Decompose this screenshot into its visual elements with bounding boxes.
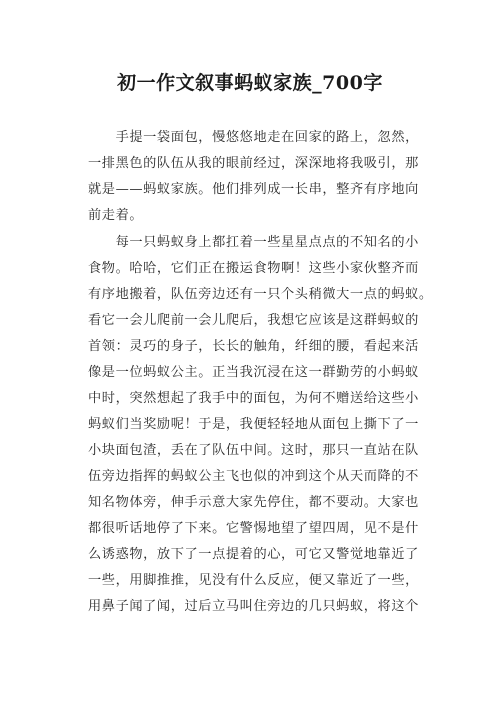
text-line: 中时，突然想起了我手中的面包，为何不赠送给这些小 <box>88 391 419 406</box>
text-line: 每一只蚂蚁身上都扛着一些星星点点的不知名的小 <box>88 235 419 250</box>
text-line: 像是一位蚂蚁公主。正当我沉浸在这一群勤劳的小蚂蚁 <box>88 365 419 380</box>
text-line: 看它一会儿爬前一会儿爬后，我想它应该是这群蚂蚁的 <box>88 313 419 328</box>
text-line: 蚂蚁们当奖励呢！于是，我便轻轻地从面包上撕下了一 <box>88 417 419 432</box>
text-line: 有序地搬着，队伍旁边还有一只个头稍微大一点的蚂蚁。 <box>88 287 433 302</box>
text-line: 食物。哈哈，它们正在搬运食物啊！这些小家伙整齐而 <box>88 261 419 276</box>
text-line: 都很听话地停了下来。它警惕地望了望四周，见不是什 <box>88 521 419 536</box>
text-line: 小块面包渣，丢在了队伍中间。这时，那只一直站在队 <box>88 443 419 458</box>
document-title: 初一作文叙事蚂蚁家族_700字 <box>117 72 383 94</box>
text-line: 一些，用脚推推，见没有什么反应，便又靠近了一些， <box>88 573 419 588</box>
text-line: 知名物体旁，伸手示意大家先停住，都不要动。大家也 <box>88 495 419 510</box>
text-line: 伍旁边指挥的蚂蚁公主飞也似的冲到这个从天而降的不 <box>88 469 419 484</box>
text-line: 一排黑色的队伍从我的眼前经过，深深地将我吸引，那 <box>88 156 419 171</box>
text-line: 么诱惑物，放下了一点提着的心，可它又警觉地靠近了 <box>88 547 419 562</box>
text-line: 首领：灵巧的身子，长长的触角，纤细的腰，看起来活 <box>88 339 419 354</box>
text-line: 前走着。 <box>88 208 144 223</box>
text-line: 用鼻子闻了闻，过后立马叫住旁边的几只蚂蚁，将这个 <box>88 599 419 614</box>
text-line: 就是——蚂蚁家族。他们排列成一长串，整齐有序地向 <box>88 182 419 197</box>
text-line: 手提一袋面包，慢悠悠地走在回家的路上，忽然， <box>88 130 419 145</box>
